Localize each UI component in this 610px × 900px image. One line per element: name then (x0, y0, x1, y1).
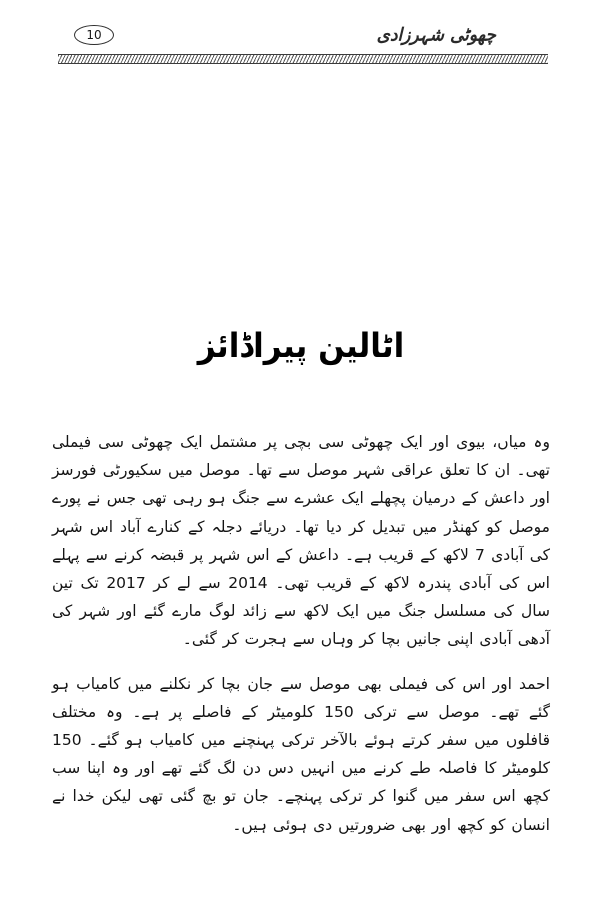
paragraph: احمد اور اس کی فیملی بھی موصل سے جان بچا کر نکلنے میں کامیاب ہو گئے تھے۔ موصل سے ترکی 150 کلومیٹر کے فاصلے پر ہے۔ وہ مختلف قافلوں میں سفر کرتے ہوئے بالآخر ترکی پہنچنے میں کامیاب ہو گئے۔ 150 کلومیٹر کا فاصلہ طے کرنے میں انہیں دس دن لگ گئے تھے اور وہ اپنا سب کچھ اس سفر میں گنوا کر ترکی پہنچے۔ جان تو بچ گئی تھی لیکن خدا نے انسان کو کچھ اور بھی ضرورتیں دی ہوئی ہیں۔ (52, 674, 550, 834)
book-title: چھوٹی شہرزادی (376, 24, 496, 46)
paragraph: وہ میاں، بیوی اور ایک چھوٹی سی بچی پر مشتمل ایک چھوٹی سی فیملی تھی۔ ان کا تعلق عراقی شہر موصل سے تھا۔ موصل میں سکیورٹی فورسز اور داعش کے درمیان پچھلے ایک عشرے سے جنگ ہو رہی تھی جس نے پورے موصل کو کھنڈر میں تبدیل کر دیا تھا۔ دریائے دجلہ کے کنارے آباد اس شہر کی آبادی 7 لاکھ کے قریب ہے۔ داعش کے اس شہر پر قبضہ کرنے سے پہلے اس کی آبادی پندرہ لاکھ کے قریب تھی۔ 2014 سے لے کر 2017 تک تین سال کی مسلسل جنگ میں ایک لاکھ سے زائد لوگ مارے گئے اور شہر کی آدھی آبادی اپنی جانیں بچا کر وہاں سے ہجرت کر گئی۔ (52, 433, 550, 649)
decorative-rule (58, 54, 548, 64)
page-number-badge: 10 (74, 25, 114, 45)
page-header (58, 24, 548, 45)
chapter-heading: اٹالین پیراڈائز (197, 326, 405, 366)
page-content (52, 328, 550, 855)
